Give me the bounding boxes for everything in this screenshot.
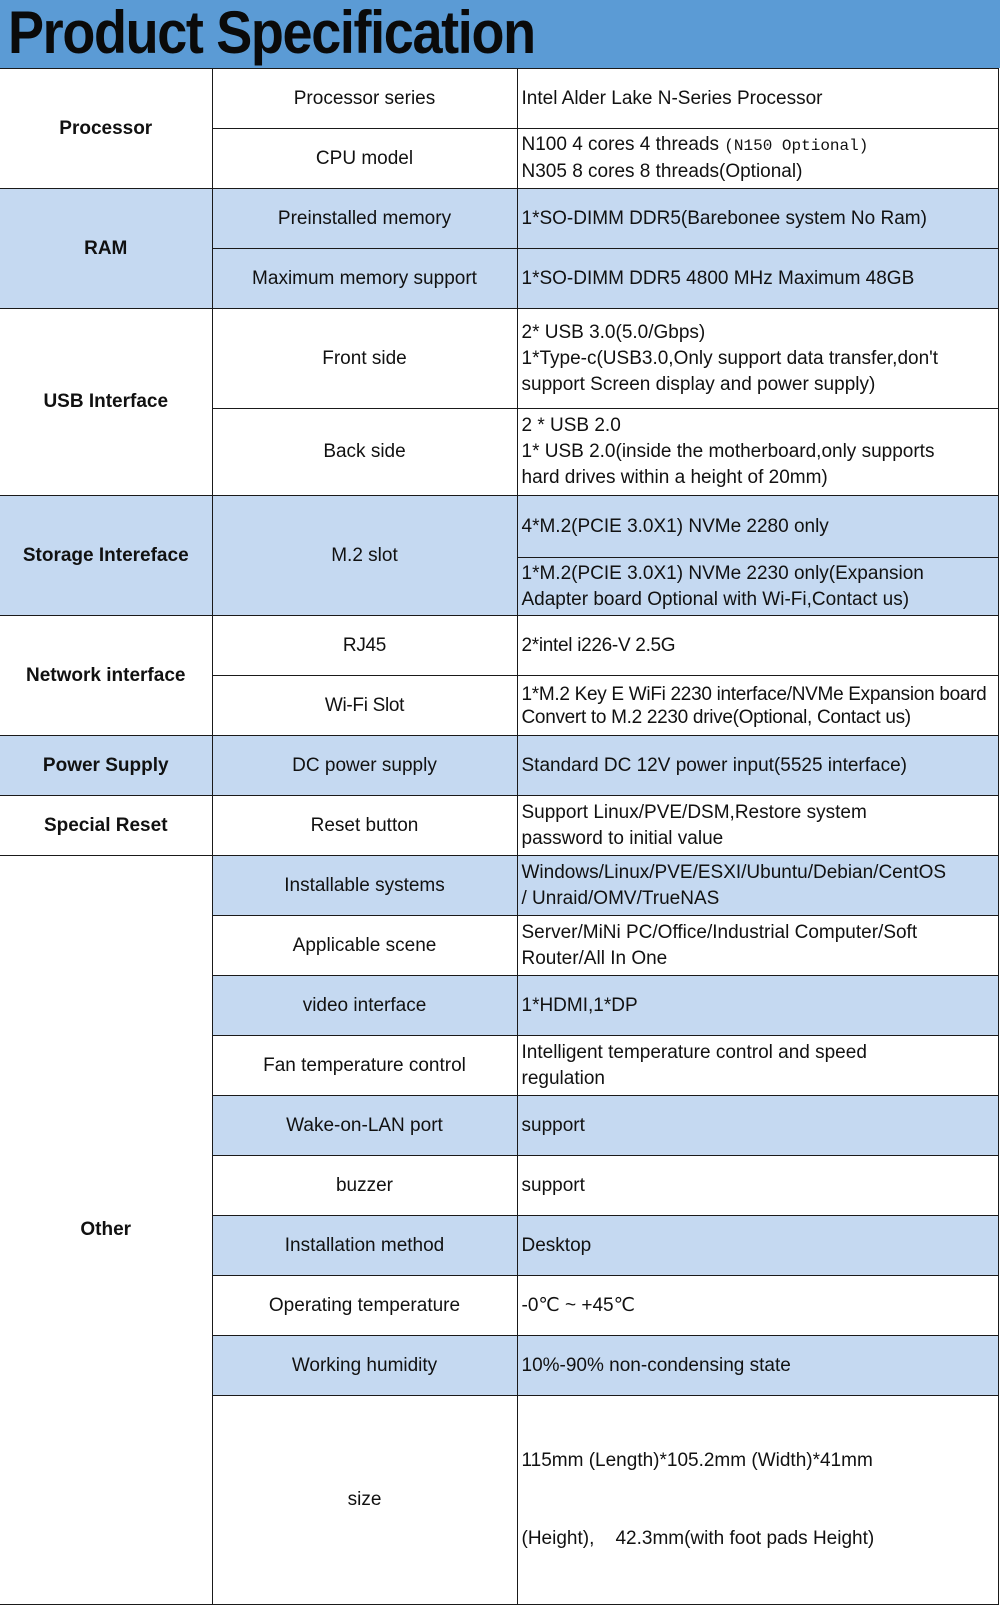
feature-cell: Reset button (212, 796, 517, 856)
table-row (0, 189, 998, 249)
value-line: 2*intel i226-V 2.5G (521, 634, 676, 656)
category-network: Network interface (0, 616, 212, 736)
value-cell (517, 616, 998, 676)
feature-cell: Fan temperature control (212, 1036, 517, 1096)
value-line: (Height), 42.3mm(with foot pads Height) (521, 1528, 875, 1549)
value-line: Windows/Linux/PVE/ESXI/Ubuntu/Debian/CentOS (521, 861, 947, 883)
feature-cell: Installation method (212, 1216, 517, 1276)
value-line: support Screen display and power supply) (521, 373, 876, 395)
value-cell (517, 1336, 998, 1396)
value-note: (N150 Optional) (724, 137, 869, 155)
value-line: Standard DC 12V power input(5525 interface) (521, 754, 908, 776)
category-other: Other (0, 856, 212, 1605)
category-storage: Storage Intereface (0, 496, 212, 616)
value-line: / Unraid/OMV/TrueNAS (521, 887, 720, 909)
value-cell (517, 1396, 998, 1605)
feature-cell: DC power supply (212, 736, 517, 796)
value-cell (517, 558, 998, 616)
value-line: 1*M.2(PCIE 3.0X1) NVMe 2230 only(Expansion (521, 562, 924, 584)
value-line: Convert to M.2 2230 drive(Optional, Contact us) (521, 706, 911, 728)
feature-cell: Front side (212, 309, 517, 409)
category-reset: Special Reset (0, 796, 212, 856)
value-cell (517, 736, 998, 796)
value-line: support (521, 1174, 585, 1196)
feature-cell: Installable systems (212, 856, 517, 916)
value-line: 1*SO-DIMM DDR5(Barebonee system No Ram) (521, 207, 927, 229)
feature-cell: Maximum memory support (212, 249, 517, 309)
value-line: Support Linux/PVE/DSM,Restore system (521, 801, 867, 823)
value-line: -0℃ ~ +45℃ (521, 1294, 635, 1316)
feature-cell: Applicable scene (212, 916, 517, 976)
value-cell (517, 249, 998, 309)
value-line: 1*M.2 Key E WiFi 2230 interface/NVMe Expansion board (521, 683, 987, 705)
value-line: regulation (521, 1067, 605, 1089)
table-row (0, 309, 998, 409)
value-line: 2* USB 3.0(5.0/Gbps) (521, 321, 706, 343)
value-cell (517, 69, 998, 129)
value-line: 115mm (Length)*105.2mm (Width)*41mm (521, 1450, 873, 1471)
value-line: password to initial value (521, 827, 724, 849)
value-line: Intel Alder Lake N-Series Processor (521, 87, 823, 109)
value-cell (517, 1216, 998, 1276)
value-line: Router/All In One (521, 947, 668, 969)
value-line: Adapter board Optional with Wi-Fi,Contact us) (521, 588, 910, 610)
value-line (522, 132, 994, 159)
page-title: Product Specification (8, 0, 535, 66)
value-line: N305 8 cores 8 threads(Optional) (521, 161, 803, 182)
feature-cell: Wi-Fi Slot (212, 676, 517, 736)
value-cell (517, 189, 998, 249)
value-cell (517, 856, 998, 916)
value-cell (517, 796, 998, 856)
value-cell (517, 1096, 998, 1156)
value-line: Desktop (521, 1234, 592, 1256)
value-cell (517, 1036, 998, 1096)
table-row (0, 69, 998, 129)
feature-cell: Back side (212, 409, 517, 496)
value-cell (517, 409, 998, 496)
value-line: support (521, 1114, 585, 1136)
value-line: 4*M.2(PCIE 3.0X1) NVMe 2280 only (521, 515, 829, 537)
value-line: 1* USB 2.0(inside the motherboard,only supports (521, 441, 935, 462)
value-line: Intelligent temperature control and speed (521, 1041, 867, 1063)
value-cell (517, 1276, 998, 1336)
feature-cell: M.2 slot (212, 496, 517, 616)
value-text: N100 4 cores 4 threads (521, 134, 720, 155)
category-power: Power Supply (0, 736, 212, 796)
feature-cell: size (212, 1396, 517, 1605)
value-cell (517, 129, 998, 189)
table-row (0, 496, 998, 558)
value-cell (517, 976, 998, 1036)
title-banner (0, 0, 1000, 68)
spec-table (0, 68, 999, 1605)
feature-cell: RJ45 (212, 616, 517, 676)
feature-cell: buzzer (212, 1156, 517, 1216)
table-row (0, 616, 998, 676)
value-line: hard drives within a height of 20mm) (521, 467, 828, 488)
feature-cell: Preinstalled memory (212, 189, 517, 249)
feature-cell: Operating temperature (212, 1276, 517, 1336)
value-cell (517, 1156, 998, 1216)
feature-cell: Wake-on-LAN port (212, 1096, 517, 1156)
value-line: 2 * USB 2.0 (521, 415, 621, 436)
feature-cell: Processor series (212, 69, 517, 129)
table-row (0, 856, 998, 916)
category-usb: USB Interface (0, 309, 212, 496)
value-line: 1*SO-DIMM DDR5 4800 MHz Maximum 48GB (521, 267, 915, 289)
table-row (0, 736, 998, 796)
value-cell (517, 676, 998, 736)
value-cell (517, 496, 998, 558)
value-line: Server/MiNi PC/Office/Industrial Computer/Soft (521, 921, 918, 943)
value-line: 1*HDMI,1*DP (521, 994, 638, 1016)
feature-cell: Working humidity (212, 1336, 517, 1396)
category-ram: RAM (0, 189, 212, 309)
value-line: 10%-90% non-condensing state (521, 1354, 791, 1376)
value-cell (517, 916, 998, 976)
feature-cell: CPU model (212, 129, 517, 189)
table-row (0, 796, 998, 856)
value-line: 1*Type-c(USB3.0,Only support data transfer,don't (521, 347, 939, 369)
feature-cell: video interface (212, 976, 517, 1036)
value-cell (517, 309, 998, 409)
category-processor: Processor (0, 69, 212, 189)
